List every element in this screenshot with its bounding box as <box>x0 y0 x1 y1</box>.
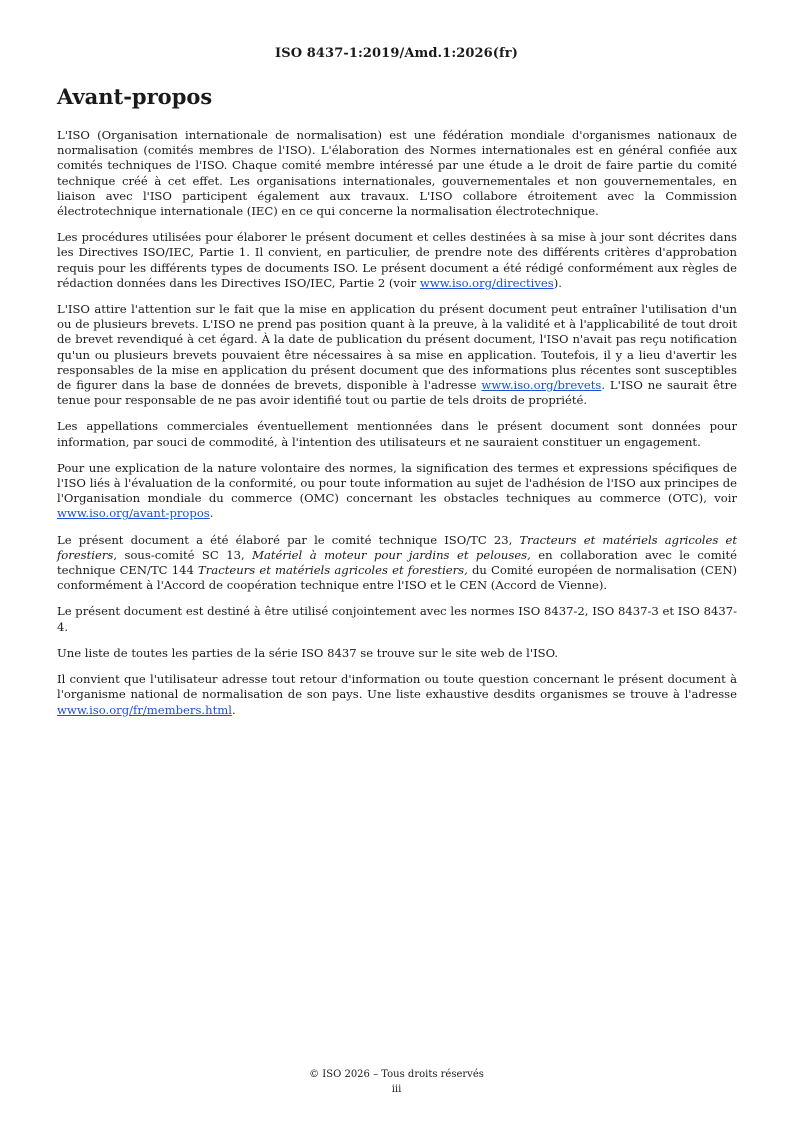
subcommittee-title: Matériel à moteur pour jardins et pelouses, <box>252 547 531 562</box>
paragraph-text-end: . L'ISO ne saurait être tenue pour responsable de ne pas avoir identifié tout ou partie de tels droits de propriété. <box>57 378 737 408</box>
paragraph-text: L'ISO (Organisation internationale de normalisation) est une fédération mondiale d'organismes nationaux de normalisation (comités membres de l'ISO). L'élaboration des Normes internationales est en général confiée aux comités techniques de l'ISO. Chaque comité membre intéressé par une étude a le droit de faire partie du comité technique créé à cet effet. Les organisations internationales, gouvernementales et non gouvernementales, en liaison avec l'ISO participent également aux travaux. L'ISO collabore étroitement avec la Commission électrotechnique internationale (IEC) en ce qui concerne la normalisation électrotechnique. <box>57 128 737 219</box>
paragraph-text: en collaboration avec le comité technique CEN/TC 144 <box>57 547 738 578</box>
paragraph-text: Le présent document est destiné à être utilisé conjointement avec les normes ISO 8437-2, ISO 8437-3 et ISO 8437-4. <box>57 604 737 634</box>
link-avant-propos[interactable]: www.iso.org/avant-propos <box>57 506 210 521</box>
paragraph-text: Les appellations commerciales éventuellement mentionnées dans le présent document sont données pour information, par souci de commodité, à l'intention des utilisateurs et ne sauraient constituer un engagement. <box>57 419 737 449</box>
document-id-header: ISO 8437-1:2019/Amd.1:2026(fr) <box>275 46 518 61</box>
foreword-body <box>57 128 737 729</box>
paragraph-feedback <box>57 672 737 718</box>
paragraph-text: Les procédures utilisées pour élaborer le présent document et celles destinées à sa mise à jour sont décrites dans les Directives ISO/IEC, Partie 1. Il convient, en particulier, de prendre note des différents critères d'approbation requis pour les différents types de documents ISO. Le présent document a été rédigé conformément aux règles de rédaction données dans les Directives ISO/IEC, Partie 2 (voir <box>57 230 737 290</box>
paragraph-text: Une liste de toutes les parties de la série ISO 8437 se trouve sur le site web de l'ISO. <box>57 645 559 660</box>
paragraph-text: Le présent document a été élaboré par le comité technique ISO/TC 23, <box>57 532 520 547</box>
committee-title: Tracteurs et matériels agricoles et forestiers <box>57 532 737 562</box>
paragraph-series-list <box>57 646 737 661</box>
paragraph-text-end: . <box>209 506 214 521</box>
paragraph-text: , sous-comité SC 13, <box>113 547 253 562</box>
paragraph-text-end: ). <box>553 275 562 290</box>
link-brevets[interactable]: www.iso.org/brevets <box>481 378 602 393</box>
paragraph-text: du Comité européen de normalisation (CEN) conformément à l'Accord de coopération technique entre l'ISO et le CEN (Accord de Vienne). <box>57 563 738 593</box>
paragraph-procedures <box>57 230 737 291</box>
page-title: Avant-propos <box>57 84 213 109</box>
paragraph-iso-organisation <box>57 128 737 219</box>
paragraph-related-standards <box>57 604 737 634</box>
paragraph-trade-names <box>57 419 737 449</box>
link-members[interactable]: www.iso.org/fr/members.html <box>57 702 232 717</box>
cen-committee-title: Tracteurs et matériels agricoles et forestiers, <box>198 563 468 578</box>
paragraph-text-end: . <box>231 702 236 717</box>
copyright-notice: © ISO 2026 – Tous droits réservés <box>309 1069 484 1080</box>
paragraph-committee <box>57 533 737 594</box>
paragraph-text: L'ISO attire l'attention sur le fait que la mise en application du présent document peut entraîner l'utilisation d'un ou de plusieurs brevets. L'ISO ne prend pas position quant à la preuve, à la validité et à l'applicabilité de tout droit de brevet revendiqué à cet égard. À la date de publication du présent document, l'ISO n'avait pas reçu notification qu'un ou plusieurs brevets pouvaient être nécessaires à sa mise en application. Toutefois, il y a lieu d'avertir les responsables de la mise en application du présent document que des informations plus récentes sont susceptibles de figurer dans la base de données de brevets, disponible à l'adresse <box>57 302 737 393</box>
paragraph-text: Pour une explication de la nature volontaire des normes, la signification des termes et expressions spécifiques de l'ISO liés à l'évaluation de la conformité, ou pour toute information au sujet de l'adhésion de l'ISO aux principes de l'Organisation mondiale du commerce (OMC) concernant les obstacles techniques au commerce (OTC), voir <box>57 460 737 506</box>
paragraph-patents <box>57 302 737 408</box>
page-number: iii <box>391 1084 402 1095</box>
link-directives[interactable]: www.iso.org/directives <box>419 275 554 290</box>
page-footer <box>0 1067 793 1097</box>
paragraph-voluntary-nature <box>57 461 737 522</box>
paragraph-text: Il convient que l'utilisateur adresse tout retour d'information ou toute question concernant le présent document à l'organisme national de normalisation de son pays. Une liste exhaustive desdits organismes se trouve à l'adresse <box>57 672 737 702</box>
